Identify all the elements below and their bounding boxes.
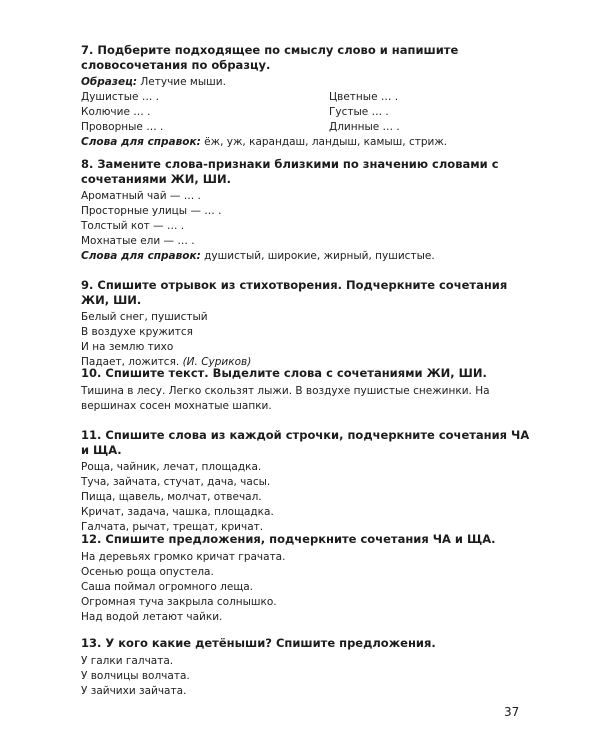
task-11-line: Роща, чайник, лечат, площадка. — [81, 461, 262, 473]
task-7 — [81, 43, 531, 150]
task-13-line: У зайчихи зайчата. — [81, 684, 187, 697]
task-13 — [81, 636, 531, 699]
row-left: Проворные … . — [81, 121, 164, 133]
task-7-row — [81, 90, 531, 105]
row-left: Колючие … . — [81, 106, 151, 118]
task-12-line: Огромная туча закрыла солнышко. — [81, 595, 277, 608]
task-8-reference — [81, 249, 531, 264]
sample-text: Летучие мыши. — [137, 76, 226, 88]
reference-label: Слова для справок: — [81, 136, 201, 148]
task-8-line: Толстый кот — … . — [81, 220, 185, 232]
row-left: Душистые … . — [81, 91, 160, 103]
poem-line: Белый снег, пушистый — [81, 311, 208, 323]
page-number: 37 — [504, 705, 520, 719]
poem-line: В воздухе кружится — [81, 326, 193, 338]
task-8-line: Ароматный чай — … . — [81, 190, 201, 202]
task-11 — [81, 428, 531, 535]
task-12 — [81, 532, 531, 625]
reference-text: душистый, широкие, жирный, пушистые. — [200, 250, 435, 262]
row-right: Длинные … . — [329, 121, 400, 133]
sample-label: Образец: — [81, 76, 138, 88]
task-12-heading: 12. Спишите предложения, подчеркните сочетания ЧА и ЩА. — [81, 532, 496, 546]
task-12-line: Саша поймал огромного леща. — [81, 580, 254, 593]
row-right: Густые … . — [329, 106, 389, 118]
task-13-line: У волчицы волчата. — [81, 669, 190, 682]
task-12-line: Осенью роща опустела. — [81, 565, 214, 578]
task-13-heading: 13. У кого какие детёныши? Спишите предложения. — [81, 636, 436, 650]
task-10-heading: 10. Спишите текст. Выделите слова с сочетаниями ЖИ, ШИ. — [81, 366, 487, 380]
task-7-row — [81, 105, 531, 120]
task-7-heading: 7. Подберите подходящее по смыслу слово и напишите словосочетания по образцу. — [81, 43, 459, 72]
task-8 — [81, 157, 531, 264]
row-right: Цветные … . — [329, 91, 399, 103]
task-11-line: Туча, зайчата, стучат, дача, часы. — [81, 476, 271, 488]
poem-author: (И. Суриков) — [182, 356, 252, 368]
task-12-line: На деревьях громко кричат грачата. — [81, 550, 286, 563]
poem-line-text: Падает, ложится. — [81, 356, 183, 368]
task-8-heading: 8. Замените слова-признаки близкими по значению словами с сочетаниями ЖИ, ШИ. — [81, 157, 499, 186]
task-7-row — [81, 120, 531, 135]
task-10-text: Тишина в лесу. Легко скользят лыжи. В воздухе пушистые снежинки. На вершинах сосен мохнатые шапки. — [81, 384, 490, 412]
poem-line: И на землю тихо — [81, 341, 174, 353]
task-13-line: У галки галчата. — [81, 654, 174, 667]
task-10 — [81, 366, 531, 414]
task-7-sample — [81, 75, 531, 90]
task-7-reference — [81, 135, 531, 150]
task-8-line: Мохнатые ели — … . — [81, 235, 195, 247]
task-11-line: Пища, щавель, молчат, отвечал. — [81, 491, 262, 503]
task-8-line: Просторные улицы — … . — [81, 205, 222, 217]
task-11-line: Кричат, задача, чашка, площадка. — [81, 506, 274, 518]
task-9 — [81, 278, 531, 370]
task-12-line: Над водой летают чайки. — [81, 610, 223, 623]
task-11-line: Галчата, рычат, трещат, кричат. — [81, 521, 264, 533]
task-11-heading: 11. Спишите слова из каждой строчки, подчеркните сочетания ЧА и ЩА. — [81, 428, 530, 457]
reference-label: Слова для справок: — [81, 250, 201, 262]
task-9-heading: 9. Спишите отрывок из стихотворения. Подчеркните сочетания ЖИ, ШИ. — [81, 278, 508, 307]
reference-text: ёж, уж, карандаш, ландыш, камыш, стриж. — [200, 136, 448, 148]
